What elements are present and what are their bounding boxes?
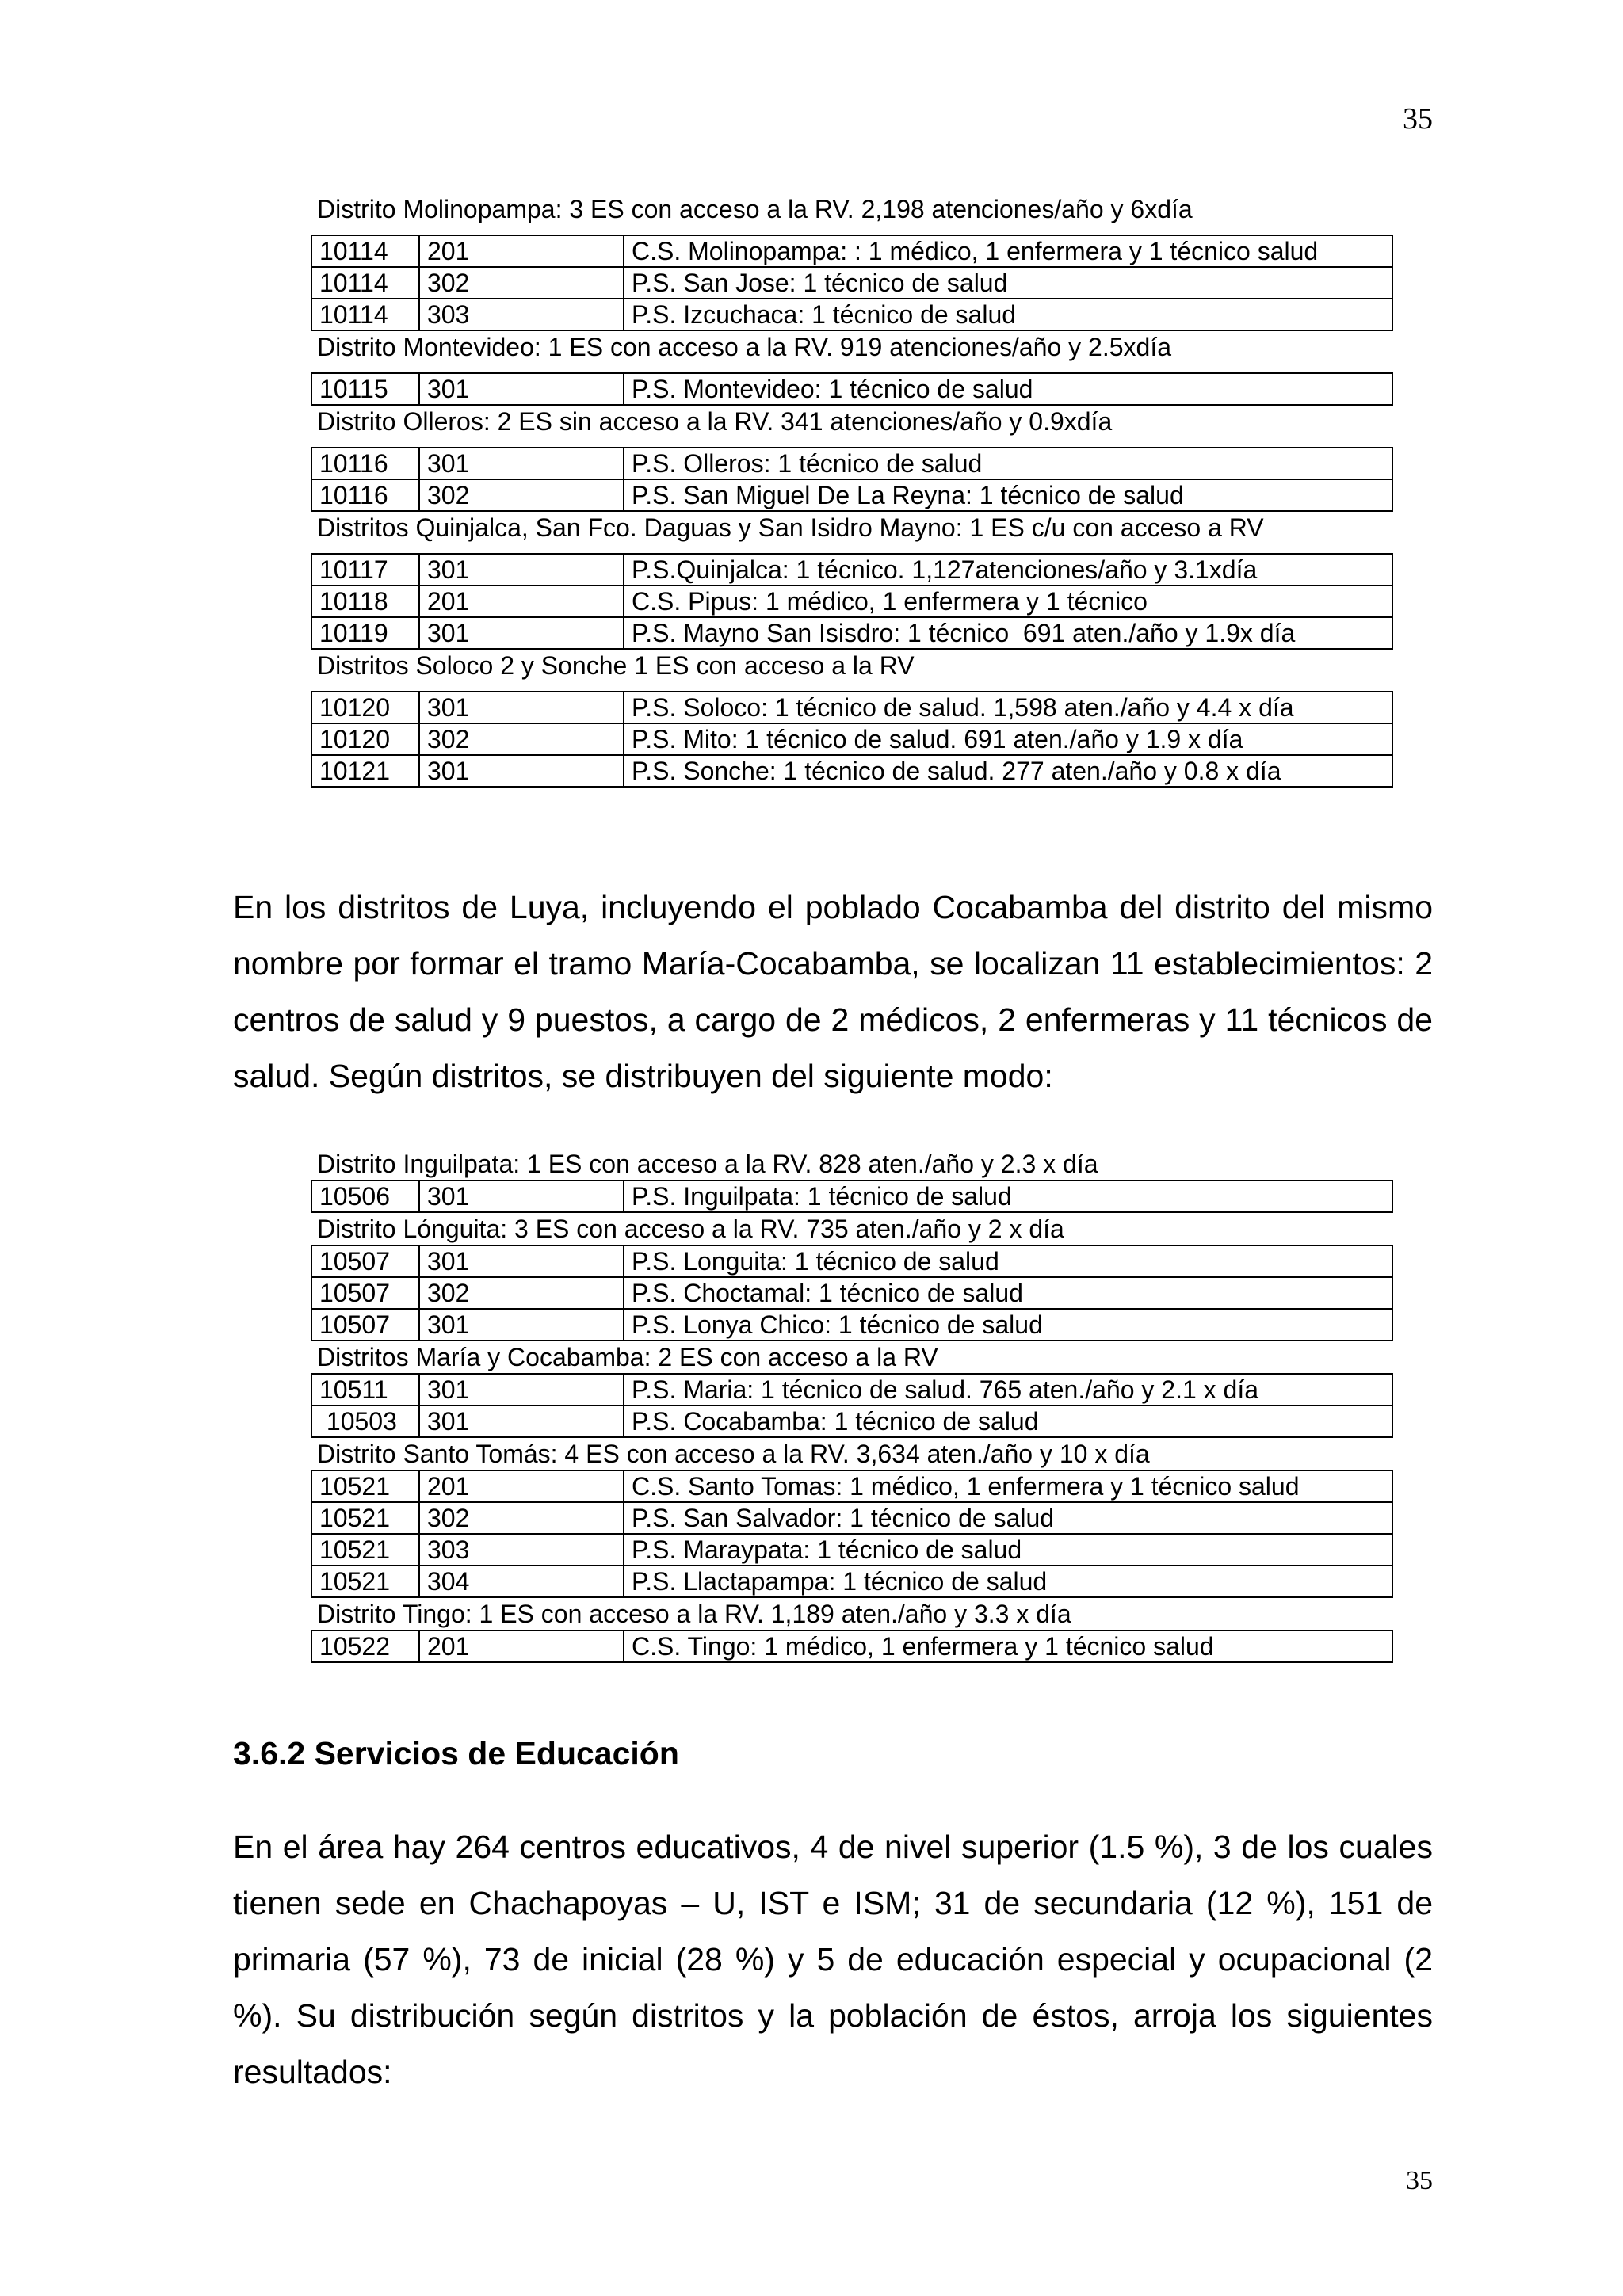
section-heading-education: 3.6.2 Servicios de Educación: [233, 1735, 679, 1772]
establishment-code: 10507: [311, 1277, 419, 1309]
table-row: [311, 479, 1392, 511]
district-caption: Distrito Inguilpata: 1 ES con acceso a la RV. 828 aten./año y 2.3 x día: [317, 1150, 1098, 1178]
establishment-description: P.S.Quinjalca: 1 técnico. 1,127atenciones/año y 3.1xdía: [624, 554, 1392, 585]
establishment-description: P.S. Mito: 1 técnico de salud. 691 aten./año y 1.9 x día: [624, 723, 1392, 755]
establishment-description: P.S. San Salvador: 1 técnico de salud: [624, 1502, 1392, 1534]
establishment-type-code: 301: [419, 692, 624, 723]
establishment-code: 10118: [311, 585, 419, 617]
establishment-type-code: 201: [419, 1630, 624, 1662]
establishment-description: P.S. Maria: 1 técnico de salud. 765 aten./año y 2.1 x día: [624, 1374, 1392, 1405]
establishment-type-code: 302: [419, 267, 624, 299]
establishment-description: C.S. Santo Tomas: 1 médico, 1 enfermera y 1 técnico salud: [624, 1470, 1392, 1502]
table-row: [311, 755, 1392, 787]
establishment-type-code: 301: [419, 617, 624, 649]
establishment-description: P.S. Cocabamba: 1 técnico de salud: [624, 1405, 1392, 1437]
establishment-type-code: 303: [419, 299, 624, 330]
establishment-description: P.S. Inguilpata: 1 técnico de salud: [624, 1180, 1392, 1212]
establishment-type-code: 301: [419, 755, 624, 787]
district-caption: Distritos Quinjalca, San Fco. Daguas y San Isidro Mayno: 1 ES c/u con acceso a RV: [317, 513, 1264, 542]
establishment-code: 10503: [311, 1405, 419, 1437]
establishment-description: P.S. Lonya Chico: 1 técnico de salud: [624, 1309, 1392, 1341]
table-row: [311, 299, 1392, 330]
table-row: [311, 554, 1392, 585]
establishment-description: P.S. Longuita: 1 técnico de salud: [624, 1245, 1392, 1277]
establishment-type-code: 201: [419, 1470, 624, 1502]
page-number-top: 35: [1403, 102, 1433, 135]
district-table: [311, 1245, 1393, 1341]
establishment-type-code: 303: [419, 1534, 624, 1566]
establishment-type-code: 301: [419, 1309, 624, 1341]
table-row: [311, 1180, 1392, 1212]
establishment-code: 10521: [311, 1566, 419, 1597]
establishment-code: 10121: [311, 755, 419, 787]
table-row: [311, 1502, 1392, 1534]
establishment-type-code: 301: [419, 373, 624, 405]
table-row: [311, 1566, 1392, 1597]
establishment-description: P.S. Maraypata: 1 técnico de salud: [624, 1534, 1392, 1566]
establishment-description: P.S. Mayno San Isisdro: 1 técnico 691 aten./año y 1.9x día: [624, 617, 1392, 649]
table-row: [311, 448, 1392, 479]
establishment-code: 10114: [311, 267, 419, 299]
establishment-description: P.S. Sonche: 1 técnico de salud. 277 aten./año y 0.8 x día: [624, 755, 1392, 787]
table-row: [311, 1245, 1392, 1277]
establishment-description: C.S. Molinopampa: : 1 médico, 1 enfermera y 1 técnico salud: [624, 235, 1392, 267]
establishment-description: P.S. Olleros: 1 técnico de salud: [624, 448, 1392, 479]
district-table: [311, 691, 1393, 788]
establishment-code: 10120: [311, 723, 419, 755]
district-table: [311, 235, 1393, 331]
district-table: [311, 1470, 1393, 1598]
district-caption: Distrito Molinopampa: 3 ES con acceso a la RV. 2,198 atenciones/año y 6xdía: [317, 195, 1193, 223]
table-row: [311, 1470, 1392, 1502]
table-row: [311, 1630, 1392, 1662]
establishment-description: P.S. San Jose: 1 técnico de salud: [624, 267, 1392, 299]
district-caption: Distrito Montevideo: 1 ES con acceso a la RV. 919 atenciones/año y 2.5xdía: [317, 333, 1171, 361]
district-caption: Distrito Olleros: 2 ES sin acceso a la RV. 341 atenciones/año y 0.9xdía: [317, 407, 1113, 436]
establishment-code: 10114: [311, 235, 419, 267]
establishment-type-code: 301: [419, 554, 624, 585]
district-table: [311, 447, 1393, 512]
district-table: [311, 553, 1393, 650]
establishment-type-code: 301: [419, 1245, 624, 1277]
district-caption: Distritos Soloco 2 y Sonche 1 ES con acceso a la RV: [317, 651, 915, 680]
table-row: [311, 373, 1392, 405]
page-number-bottom: 35: [1406, 2166, 1433, 2195]
table-row: [311, 1277, 1392, 1309]
establishment-code: 10119: [311, 617, 419, 649]
establishment-type-code: 302: [419, 723, 624, 755]
establishment-description: P.S. San Miguel De La Reyna: 1 técnico de salud: [624, 479, 1392, 511]
table-row: [311, 585, 1392, 617]
district-caption: Distritos María y Cocabamba: 2 ES con acceso a la RV: [317, 1343, 938, 1371]
establishment-code: 10115: [311, 373, 419, 405]
district-caption: Distrito Santo Tomás: 4 ES con acceso a la RV. 3,634 aten./año y 10 x día: [317, 1440, 1150, 1468]
establishment-code: 10507: [311, 1309, 419, 1341]
establishment-type-code: 302: [419, 1502, 624, 1534]
table-row: [311, 1534, 1392, 1566]
establishment-type-code: 301: [419, 448, 624, 479]
establishment-type-code: 201: [419, 585, 624, 617]
district-caption: Distrito Tingo: 1 ES con acceso a la RV. 1,189 aten./año y 3.3 x día: [317, 1600, 1071, 1628]
establishment-description: P.S. Soloco: 1 técnico de salud. 1,598 aten./año y 4.4 x día: [624, 692, 1392, 723]
establishment-type-code: 302: [419, 1277, 624, 1309]
establishment-description: C.S. Tingo: 1 médico, 1 enfermera y 1 técnico salud: [624, 1630, 1392, 1662]
establishment-code: 10506: [311, 1180, 419, 1212]
table-row: [311, 1374, 1392, 1405]
district-table: [311, 1373, 1393, 1438]
district-table: [311, 1630, 1393, 1663]
paragraph-luya: En los distritos de Luya, incluyendo el poblado Cocabamba del distrito del mismo nombre por formar el tramo María-Cocabamba, se localizan 11 establecimientos: 2 centros de salud y 9 puestos, a cargo de 2 médicos, 2 enfermeras y 11 técnicos de salud. Según distritos, se distribuyen del siguiente modo:: [233, 889, 1433, 1094]
establishment-code: 10120: [311, 692, 419, 723]
establishment-code: 10507: [311, 1245, 419, 1277]
establishment-description: C.S. Pipus: 1 médico, 1 enfermera y 1 técnico: [624, 585, 1392, 617]
establishment-code: 10117: [311, 554, 419, 585]
establishment-code: 10521: [311, 1502, 419, 1534]
health-establishments-top: [311, 193, 1392, 788]
health-establishments-luya: [311, 1148, 1392, 1663]
paragraph-education: En el área hay 264 centros educativos, 4 de nivel superior (1.5 %), 3 de los cuales tienen sede en Chachapoyas – U, IST e ISM; 31 de secundaria (12 %), 151 de primaria (57 %), 73 de inicial (28 %) y 5 de educación especial y ocupacional (2 %). Su distribución según distritos y la población de éstos, arroja los siguientes resultados:: [233, 1829, 1433, 2090]
table-row: [311, 617, 1392, 649]
district-caption: Distrito Lónguita: 3 ES con acceso a la RV. 735 aten./año y 2 x día: [317, 1215, 1064, 1243]
establishment-type-code: 304: [419, 1566, 624, 1597]
establishment-code: 10114: [311, 299, 419, 330]
establishment-type-code: 301: [419, 1405, 624, 1437]
table-row: [311, 1309, 1392, 1341]
table-row: [311, 723, 1392, 755]
establishment-code: 10116: [311, 448, 419, 479]
establishment-description: P.S. Llactapampa: 1 técnico de salud: [624, 1566, 1392, 1597]
establishment-type-code: 302: [419, 479, 624, 511]
table-row: [311, 235, 1392, 267]
establishment-description: P.S. Izcuchaca: 1 técnico de salud: [624, 299, 1392, 330]
table-row: [311, 267, 1392, 299]
establishment-description: P.S. Choctamal: 1 técnico de salud: [624, 1277, 1392, 1309]
district-table: [311, 372, 1393, 406]
establishment-code: 10521: [311, 1534, 419, 1566]
establishment-code: 10522: [311, 1630, 419, 1662]
table-row: [311, 692, 1392, 723]
establishment-type-code: 301: [419, 1180, 624, 1212]
establishment-type-code: 301: [419, 1374, 624, 1405]
establishment-code: 10521: [311, 1470, 419, 1502]
establishment-code: 10511: [311, 1374, 419, 1405]
establishment-code: 10116: [311, 479, 419, 511]
establishment-description: P.S. Montevideo: 1 técnico de salud: [624, 373, 1392, 405]
district-table: [311, 1180, 1393, 1213]
table-row: [311, 1405, 1392, 1437]
establishment-type-code: 201: [419, 235, 624, 267]
